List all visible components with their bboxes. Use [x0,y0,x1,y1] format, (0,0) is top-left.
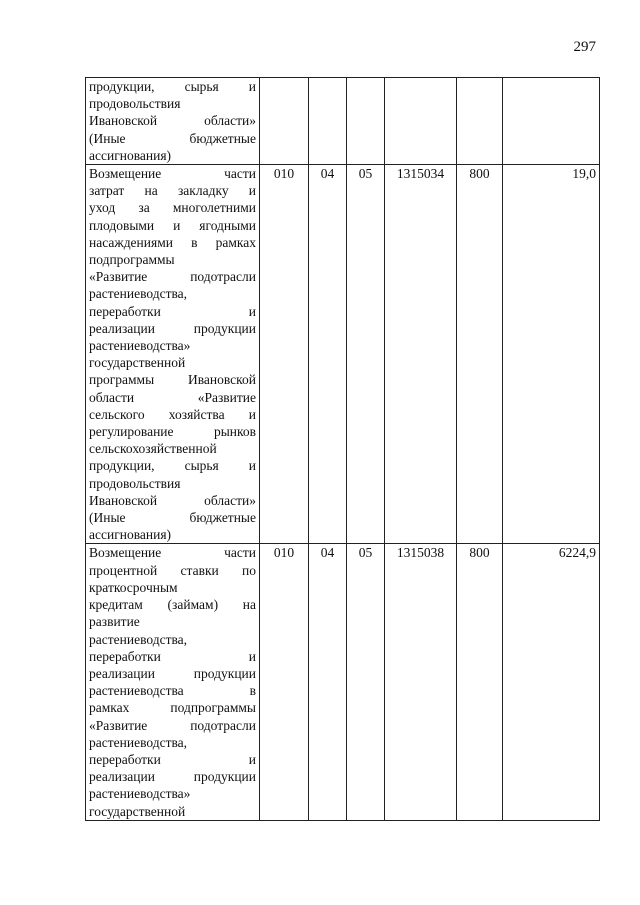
description-line: (Иные бюджетные [89,130,256,146]
table-row [86,78,600,165]
description-line: «Развитие подотрасли [89,717,256,733]
row-description [86,544,260,820]
section-code: 010 [260,544,309,820]
description-line: программы Ивановской [89,372,256,388]
description-line: государственной [89,355,186,371]
description-line: продукции, сырья и [89,458,256,474]
description-line: затрат на закладку и [89,183,256,199]
amount-value: 19,0 [503,165,600,544]
table-row [86,544,600,820]
description-line: реализации продукции [89,769,256,785]
description-line: растениеводства» [89,786,191,802]
description-line: растениеводства, [89,734,188,750]
description-line: ассигнования) [89,527,172,543]
row-description [86,78,260,165]
expense-type-code: 800 [457,544,503,820]
item-code: 05 [347,165,385,544]
row-description [86,165,260,544]
description-line: растениеводства, [89,286,188,302]
description-line: реализации продукции [89,320,256,336]
description-line: краткосрочным [89,579,178,595]
amount-value [503,78,600,165]
subsection-code: 04 [309,544,347,820]
table-body [86,78,600,821]
description-line: Возмещение части [89,545,256,561]
section-code [260,78,309,165]
description-line: переработки и [89,648,256,664]
description-line: переработки и [89,751,256,767]
expense-type-code: 800 [457,165,503,544]
description-line: развитие [89,614,140,630]
target-article-code: 1315038 [385,544,457,820]
amount-value: 6224,9 [503,544,600,820]
page-number: 297 [573,39,596,55]
item-code: 05 [347,544,385,820]
expense-type-code [457,78,503,165]
description-line: кредитам (займам) на [89,597,256,613]
budget-table [85,77,600,821]
item-code [347,78,385,165]
description-line: растениеводства» [89,338,191,354]
description-line: продовольствия [89,96,181,112]
description-line: продовольствия [89,475,181,491]
table-row [86,165,600,544]
subsection-code: 04 [309,165,347,544]
description-line: ассигнования) [89,147,172,163]
description-line: подпрограммы [89,252,175,268]
description-line: рамках подпрограммы [89,700,256,716]
description-line: Ивановской области» [89,492,256,508]
description-line: насаждениями в рамках [89,234,256,250]
description-line: государственной [89,803,186,819]
description-line: сельского хозяйства и [89,406,256,422]
description-line: регулирование рынков [89,424,256,440]
description-line: процентной ставки по [89,562,256,578]
subsection-code [309,78,347,165]
description-line: реализации продукции [89,665,256,681]
description-line: Возмещение части [89,166,256,182]
description-line: продукции, сырья и [89,79,256,94]
description-line: растениеводства, [89,631,188,647]
target-article-code: 1315034 [385,165,457,544]
description-line: области «Развитие [89,389,256,405]
description-line: Ивановской области» [89,113,256,129]
description-line: плодовыми и ягодными [89,217,256,233]
description-line: растениеводства в [89,683,256,699]
target-article-code [385,78,457,165]
description-line: «Развитие подотрасли [89,269,256,285]
section-code: 010 [260,165,309,544]
description-line: сельскохозяйственной [89,441,217,457]
description-line: уход за многолетними [89,200,256,216]
description-line: переработки и [89,303,256,319]
description-line: (Иные бюджетные [89,510,256,526]
